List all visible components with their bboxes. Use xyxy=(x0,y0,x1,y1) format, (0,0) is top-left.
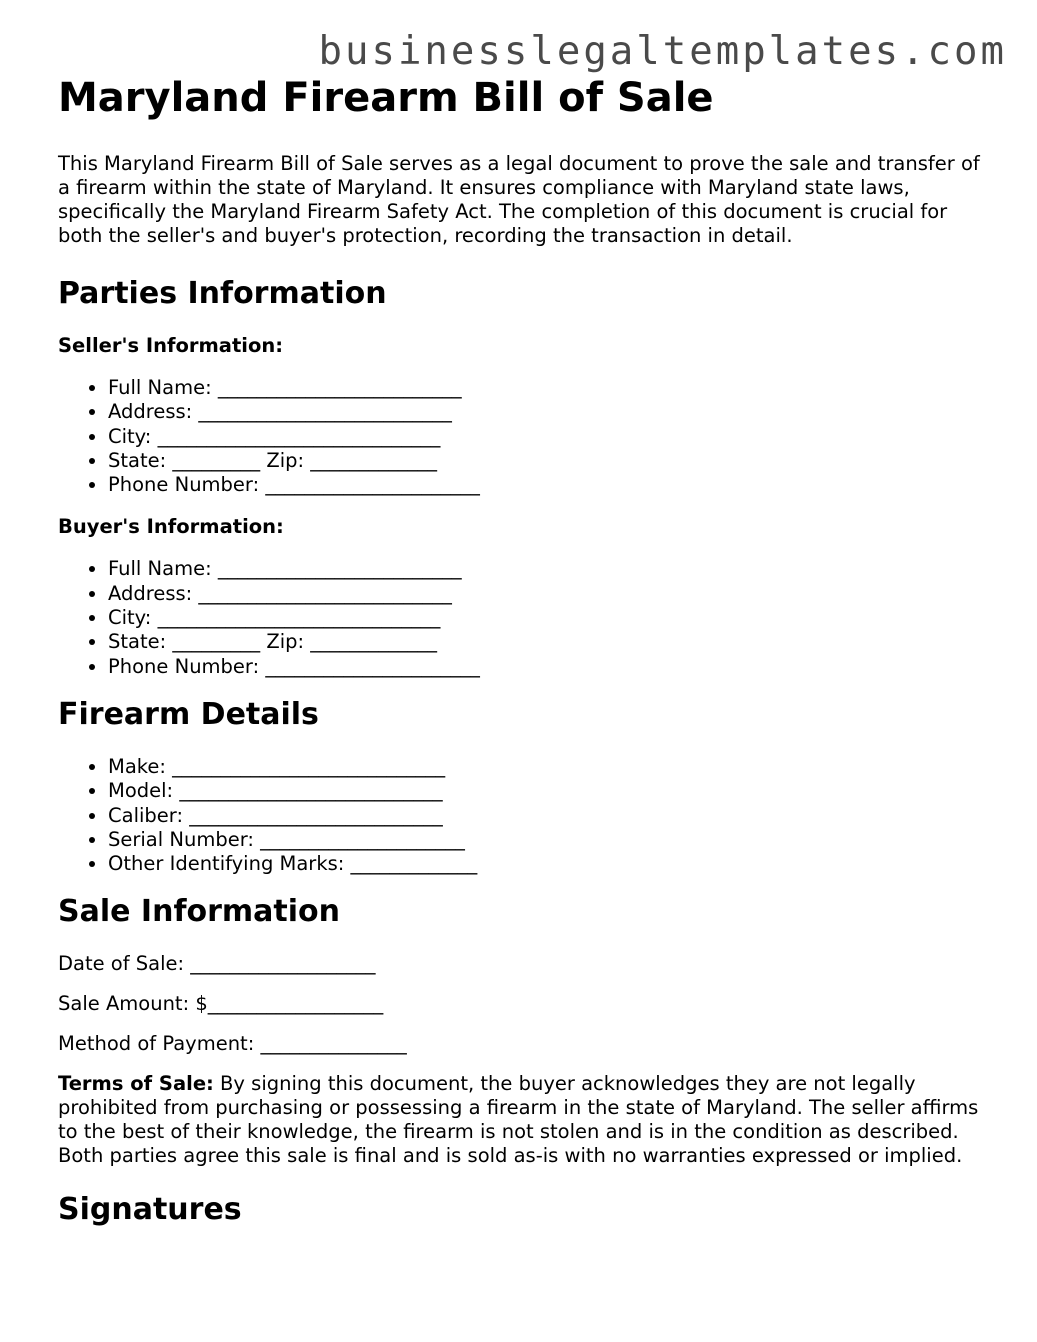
buyer-city-field[interactable]: • City: _____________________________ xyxy=(108,606,988,630)
buyer-fields-list xyxy=(58,557,988,678)
document-title: Maryland Firearm Bill of Sale xyxy=(58,75,714,121)
sale-date-field[interactable]: Date of Sale: ___________________ xyxy=(58,952,376,976)
terms-paragraph xyxy=(58,1072,988,1168)
buyer-full-name-field[interactable]: • Full Name: _________________________ xyxy=(108,557,988,581)
buyer-phone-field[interactable]: • Phone Number: ______________________ xyxy=(108,655,988,679)
seller-fields-list xyxy=(58,376,988,497)
seller-heading: Seller's Information: xyxy=(58,334,284,357)
seller-full-name-field[interactable]: • Full Name: _________________________ xyxy=(108,376,988,400)
buyer-state-zip-field[interactable]: • State: _________ Zip: _____________ xyxy=(108,630,988,654)
payment-method-field[interactable]: Method of Payment: _______________ xyxy=(58,1032,407,1056)
firearm-caliber-field[interactable]: • Caliber: __________________________ xyxy=(108,804,988,828)
firearm-heading: Firearm Details xyxy=(58,696,319,732)
watermark: businesslegaltemplates.com xyxy=(318,29,1007,74)
terms-text: By signing this document, the buyer acknowledges they are not legally prohibited from purchasing or possessing a firearm in the state of Maryland. The seller affirms to the best of their knowledge, the firearm is not stolen and is in the condition as described. Both parties agree this sale is final and is sold as-is with no warranties expressed or implied. xyxy=(58,1072,979,1168)
parties-heading: Parties Information xyxy=(58,276,387,311)
intro-paragraph: This Maryland Firearm Bill of Sale serves as a legal document to prove the sale and transfer of a firearm within the state of Maryland. It ensures compliance with Maryland state laws, specifically the Maryland Firearm Safety Act. The completion of this document is crucial for both the seller's and buyer's protection, recording the transaction in detail. xyxy=(58,152,980,247)
firearm-make-field[interactable]: • Make: ____________________________ xyxy=(108,755,988,779)
sale-heading: Sale Information xyxy=(58,894,340,930)
firearm-marks-field[interactable]: • Other Identifying Marks: _____________ xyxy=(108,852,988,876)
buyer-address-field[interactable]: • Address: __________________________ xyxy=(108,582,988,606)
seller-address-field[interactable]: • Address: __________________________ xyxy=(108,400,988,424)
firearm-fields-list xyxy=(58,755,988,876)
terms-label: Terms of Sale: xyxy=(58,1072,214,1096)
signatures-heading: Signatures xyxy=(58,1192,242,1228)
sale-amount-field[interactable]: Sale Amount: $__________________ xyxy=(58,992,384,1016)
seller-city-field[interactable]: • City: _____________________________ xyxy=(108,425,988,449)
buyer-heading: Buyer's Information: xyxy=(58,515,284,539)
document-page xyxy=(58,74,988,1250)
seller-phone-field[interactable]: • Phone Number: ______________________ xyxy=(108,473,988,497)
firearm-serial-field[interactable]: • Serial Number: _____________________ xyxy=(108,828,988,852)
seller-state-zip-field[interactable]: • State: _________ Zip: _____________ xyxy=(108,449,988,473)
firearm-model-field[interactable]: • Model: ___________________________ xyxy=(108,779,988,803)
